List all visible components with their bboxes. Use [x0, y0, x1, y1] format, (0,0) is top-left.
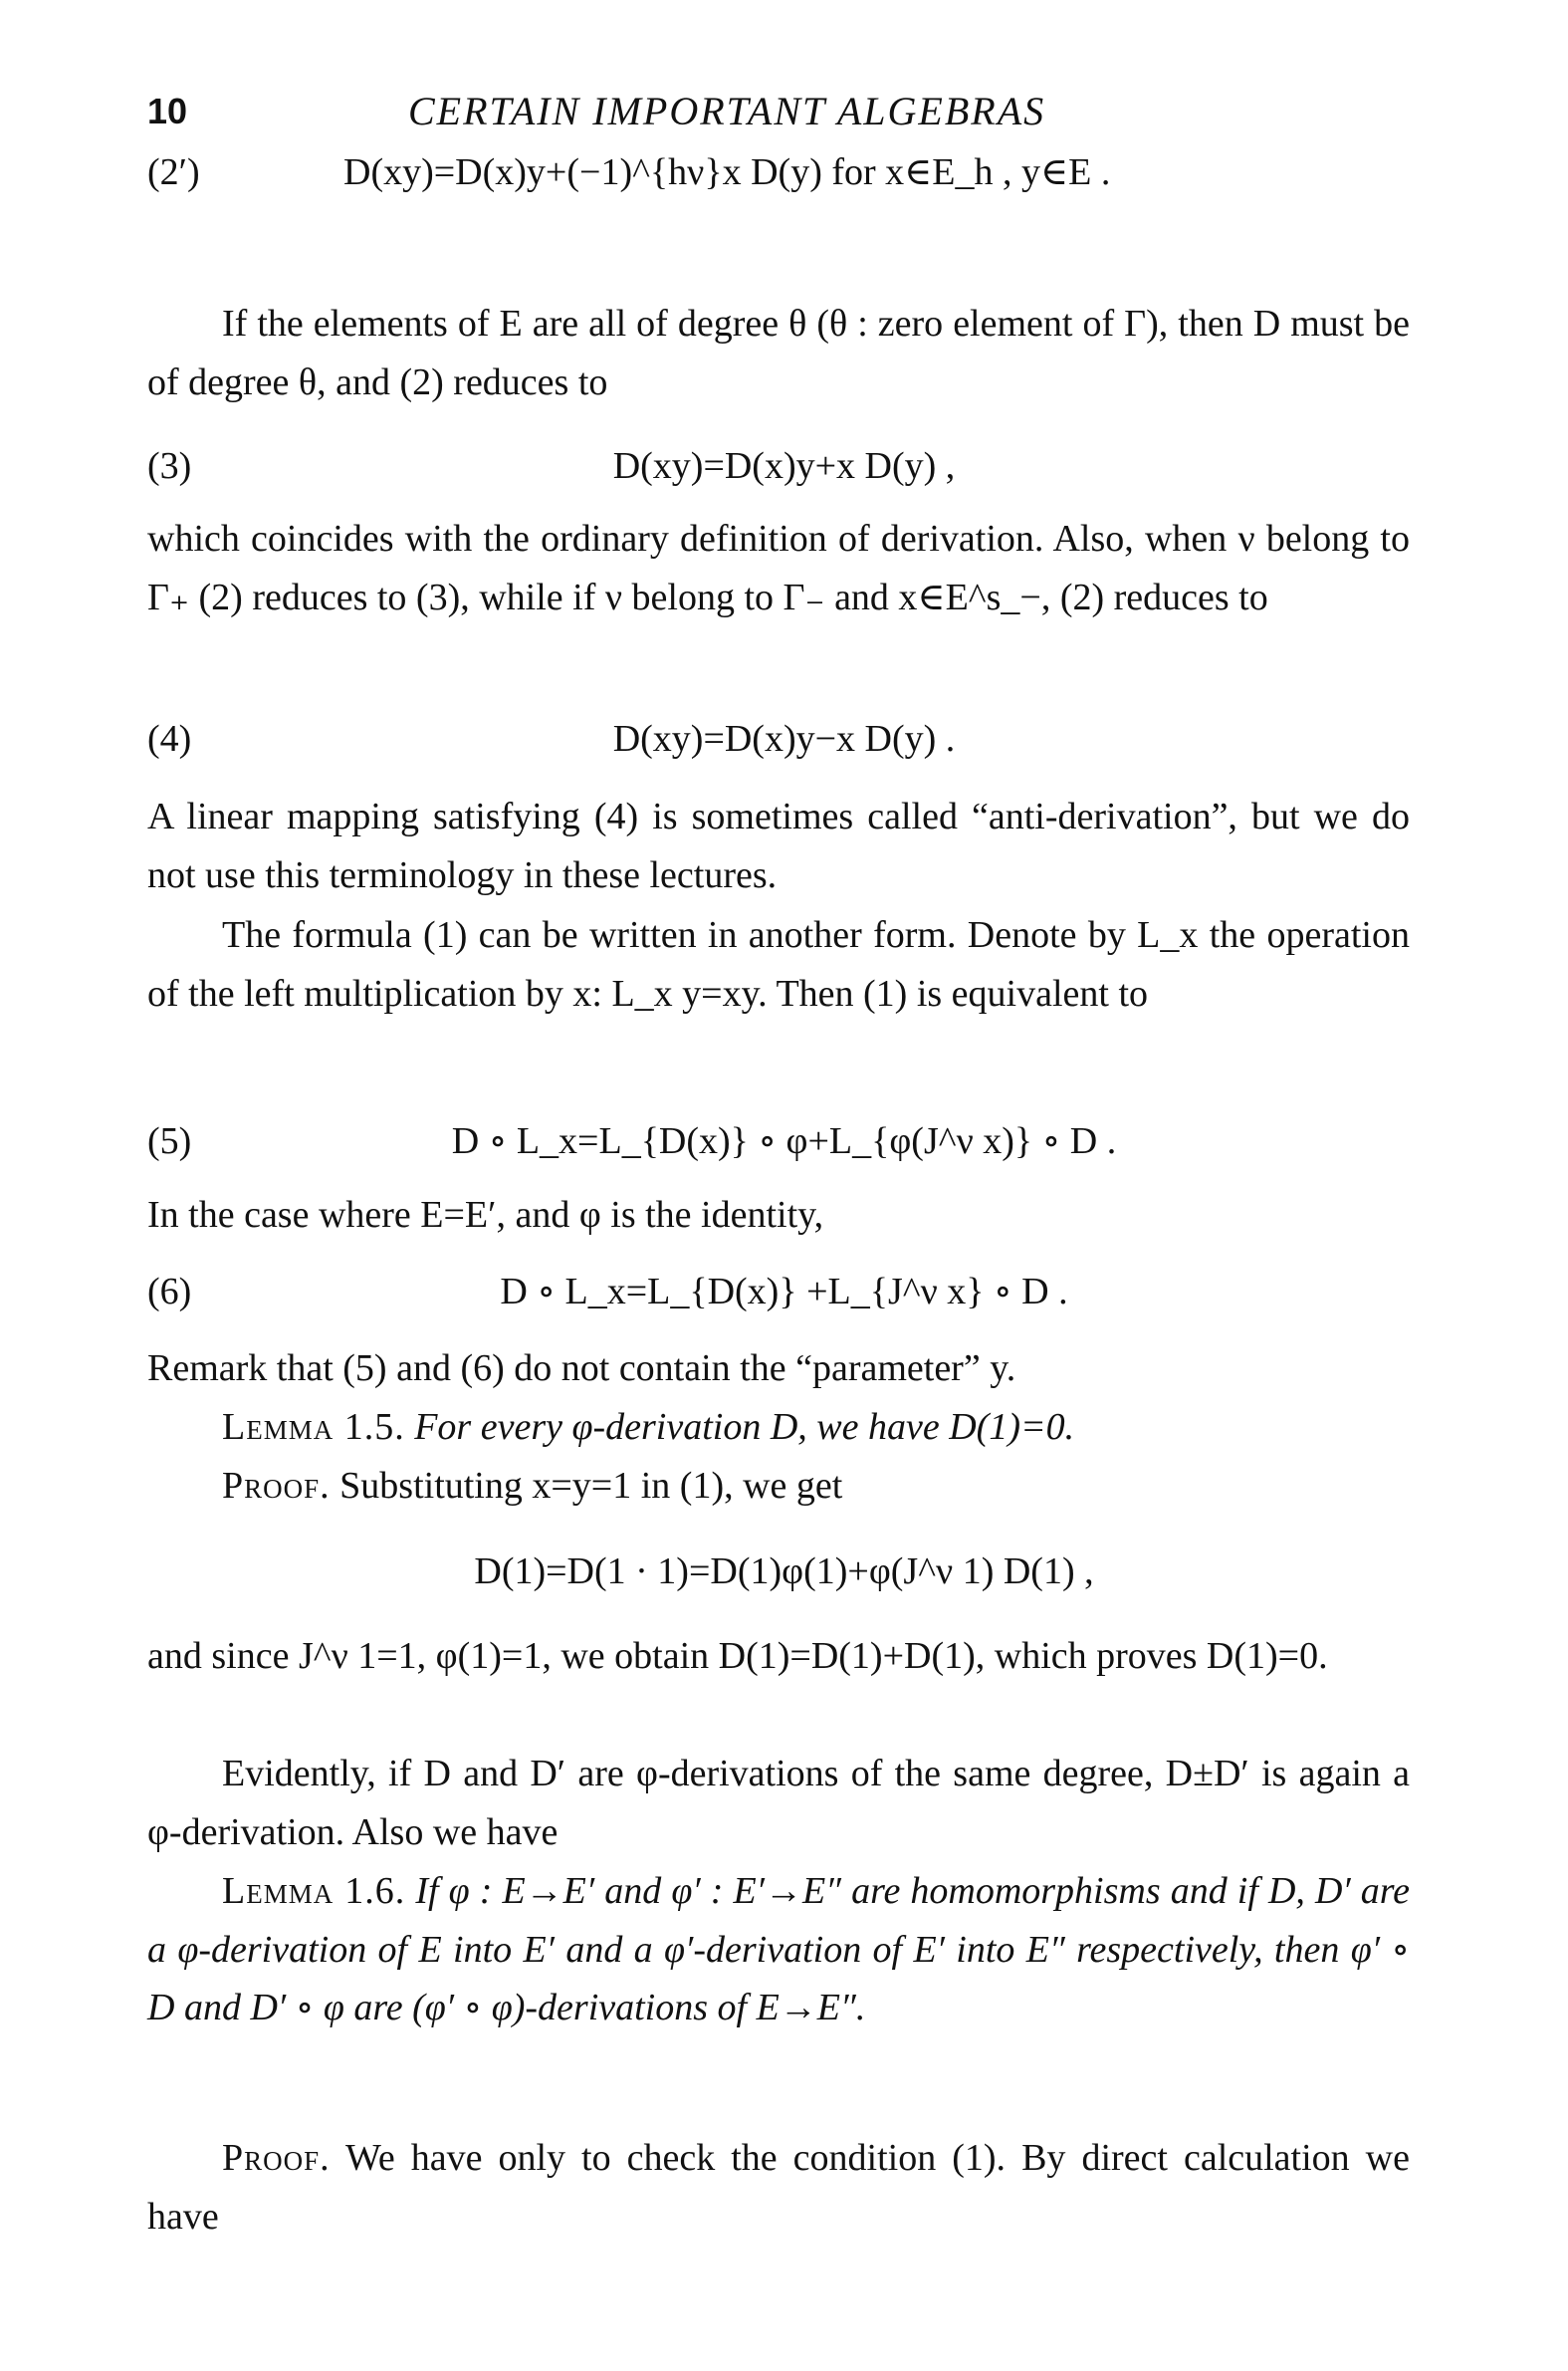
equation-proof [0, 1541, 1568, 1601]
equation-5 [0, 1111, 1568, 1171]
equation-6 [0, 1262, 1568, 1321]
proof-lemma-1-5 [147, 1457, 1484, 1516]
proof-lemma-1-6 [147, 2129, 1410, 2246]
lemma-1-5 [147, 1398, 1484, 1457]
proof-label: Proof. [222, 1465, 331, 1507]
equation-label: (5) [147, 1120, 192, 1162]
proof-label: Proof. [222, 2137, 331, 2179]
equation-label: (2′) [147, 151, 200, 193]
equation-3 [0, 436, 1568, 496]
equation-label: (3) [147, 445, 192, 487]
equation-4 [0, 709, 1568, 769]
paragraph-degree-theta: If the elements of E are all of degree θ (θ : zero element of Γ), then D must be of degree θ, and (2) reduces to [147, 303, 1410, 403]
equation-label: (4) [147, 718, 192, 760]
lemma-1-6 [147, 1862, 1410, 2037]
running-title: CERTAIN IMPORTANT ALGEBRAS [408, 89, 1046, 133]
proof-text: We have only to check the condition (1). By direct calculation we have [147, 2137, 1410, 2238]
lemma-statement: For every φ-derivation D, we have D(1)=0. [414, 1406, 1075, 1448]
lemma-statement: If φ : E→E′ and φ′ : E′→E″ are homomorphisms and if D, D′ are a φ-derivation of E into E′ and a φ′-derivation of E′ into E″ respectively, then φ′ ∘ D and D′ ∘ φ are (φ′ ∘ φ)-derivations of E→E″. [147, 1870, 1411, 2028]
paragraph-identity-case: In the case where E=E′, and φ is the identity, [147, 1194, 824, 1236]
equation-formula: D(xy)=D(x)y−x D(y) . [612, 718, 956, 760]
equation-2-prime [0, 142, 1568, 202]
paragraph-conclusion: and since J^ν 1=1, φ(1)=1, we obtain D(1)=D(1)+D(1), which proves D(1)=0. [147, 1635, 1328, 1677]
proof-text: Substituting x=y=1 in (1), we get [339, 1465, 843, 1507]
paragraph-ordinary-derivation: which coincides with the ordinary definition of derivation. Also, when ν belong to Γ₊ (2) reduces to (3), while if ν belong to Γ₋ and x∈E^s_−, (2) reduces to [147, 518, 1410, 618]
equation-label: (6) [147, 1271, 192, 1312]
equation-formula: D(xy)=D(x)y+(−1)^{hν}x D(y) for x∈E_h , y∈E . [343, 151, 1111, 193]
equation-formula: D(xy)=D(x)y+x D(y) , [612, 445, 956, 487]
equation-formula: D(1)=D(1 · 1)=D(1)φ(1)+φ(J^ν 1) D(1) , [474, 1550, 1094, 1592]
paragraph-left-multiplication: The formula (1) can be written in another form. Denote by L_x the operation of the left multiplication by x: L_x y=xy. Then (1) is equivalent to [147, 914, 1410, 1015]
running-header [0, 82, 1568, 141]
paragraph-anti-derivation: A linear mapping satisfying (4) is sometimes called “anti-derivation”, but we do not use this terminology in these lectures. [147, 796, 1410, 896]
lemma-label: Lemma 1.6. [222, 1870, 406, 1912]
page-number: 10 [147, 91, 188, 131]
paragraph-remark: Remark that (5) and (6) do not contain the “parameter” y. [147, 1347, 1016, 1389]
lemma-label: Lemma 1.5. [222, 1406, 405, 1448]
equation-formula: D ∘ L_x=L_{D(x)} ∘ φ+L_{φ(J^ν x)} ∘ D . [451, 1120, 1117, 1162]
paragraph-sum-of-derivations: Evidently, if D and D′ are φ-derivations of the same degree, D±D′ is again a φ-derivation. Also we have [147, 1753, 1410, 1853]
equation-formula: D ∘ L_x=L_{D(x)} +L_{J^ν x} ∘ D . [500, 1271, 1068, 1312]
